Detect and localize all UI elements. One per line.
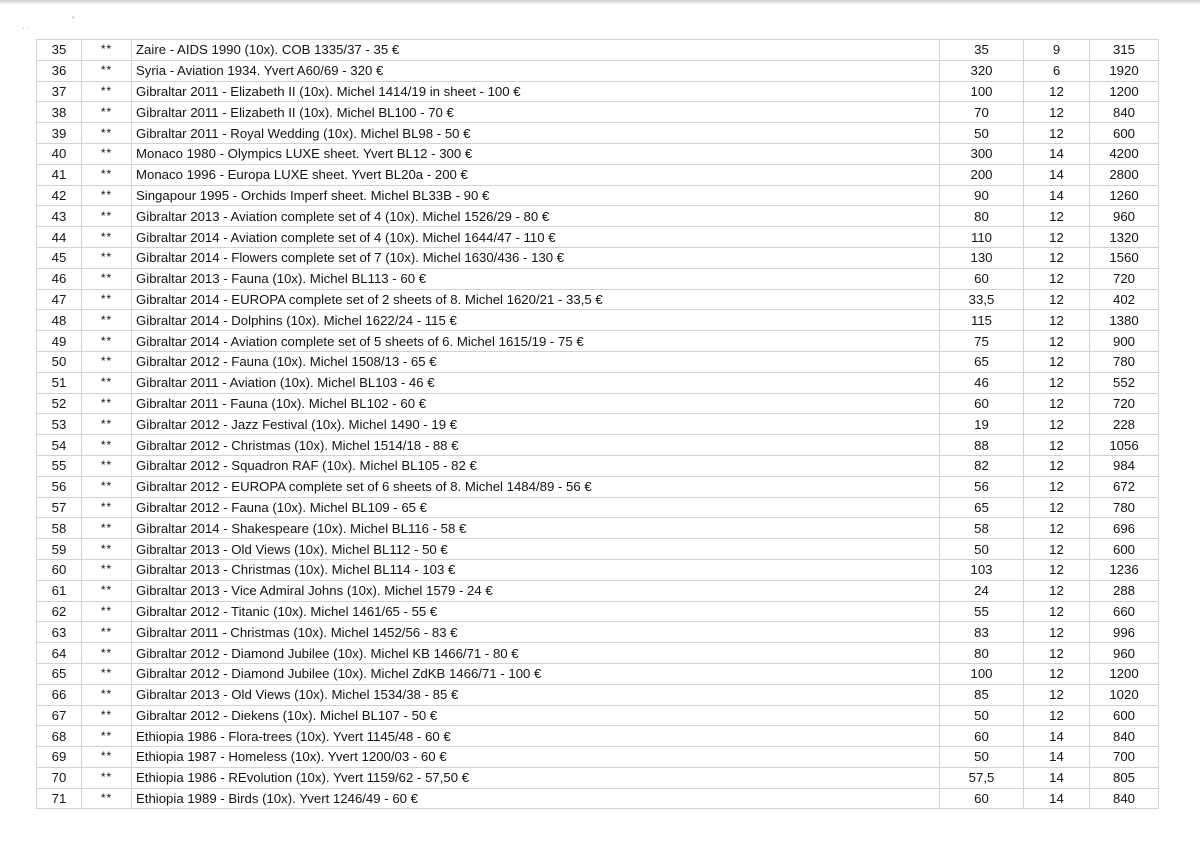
total-cell: 696 [1090,518,1159,539]
total-cell: 840 [1090,788,1159,809]
description-cell: Gibraltar 2012 - Jazz Festival (10x). Michel 1490 - 19 € [132,414,940,435]
description-cell: Gibraltar 2012 - Fauna (10x). Michel BL109 - 65 € [132,497,940,518]
lot-number-cell: 53 [37,414,82,435]
condition-cell: ** [82,185,132,206]
quantity-cell: 12 [1024,518,1090,539]
catalogue-value-cell: 50 [940,705,1024,726]
lot-number-cell: 47 [37,289,82,310]
table-row [37,310,1159,331]
description-cell: Gibraltar 2013 - Fauna (10x). Michel BL113 - 60 € [132,268,940,289]
catalogue-value-cell: 50 [940,539,1024,560]
table-row [37,705,1159,726]
quantity-cell: 12 [1024,247,1090,268]
total-cell: 960 [1090,643,1159,664]
description-cell: Gibraltar 2011 - Elizabeth II (10x). Michel BL100 - 70 € [132,102,940,123]
table-row [37,206,1159,227]
description-cell: Gibraltar 2013 - Old Views (10x). Michel 1534/38 - 85 € [132,684,940,705]
condition-cell: ** [82,393,132,414]
description-cell: Ethiopia 1987 - Homeless (10x). Yvert 1200/03 - 60 € [132,747,940,768]
catalogue-value-cell: 58 [940,518,1024,539]
lot-number-cell: 68 [37,726,82,747]
description-cell: Gibraltar 2014 - Shakespeare (10x). Michel BL116 - 58 € [132,518,940,539]
condition-cell: ** [82,580,132,601]
catalogue-value-cell: 110 [940,227,1024,248]
lot-number-cell: 39 [37,123,82,144]
table-row [37,580,1159,601]
lot-number-cell: 66 [37,684,82,705]
catalogue-value-cell: 83 [940,622,1024,643]
catalogue-value-cell: 33,5 [940,289,1024,310]
condition-cell: ** [82,206,132,227]
catalogue-value-cell: 46 [940,372,1024,393]
table-row [37,747,1159,768]
table-row [37,164,1159,185]
condition-cell: ** [82,601,132,622]
total-cell: 4200 [1090,143,1159,164]
condition-cell: ** [82,40,132,61]
total-cell: 600 [1090,539,1159,560]
table-row [37,643,1159,664]
quantity-cell: 12 [1024,643,1090,664]
catalogue-value-cell: 320 [940,60,1024,81]
catalogue-value-cell: 115 [940,310,1024,331]
lot-number-cell: 59 [37,539,82,560]
catalogue-value-cell: 50 [940,747,1024,768]
description-cell: Gibraltar 2012 - Titanic (10x). Michel 1461/65 - 55 € [132,601,940,622]
table-row [37,476,1159,497]
total-cell: 288 [1090,580,1159,601]
quantity-cell: 12 [1024,393,1090,414]
condition-cell: ** [82,684,132,705]
table-row [37,497,1159,518]
total-cell: 1320 [1090,227,1159,248]
total-cell: 720 [1090,268,1159,289]
condition-cell: ** [82,351,132,372]
quantity-cell: 12 [1024,622,1090,643]
catalogue-value-cell: 60 [940,788,1024,809]
lot-number-cell: 64 [37,643,82,664]
catalogue-value-cell: 103 [940,559,1024,580]
description-cell: Gibraltar 2014 - Aviation complete set of 5 sheets of 6. Michel 1615/19 - 75 € [132,331,940,352]
catalogue-value-cell: 300 [940,143,1024,164]
condition-cell: ** [82,767,132,788]
description-cell: Gibraltar 2013 - Vice Admiral Johns (10x). Michel 1579 - 24 € [132,580,940,601]
description-cell: Gibraltar 2012 - Christmas (10x). Michel 1514/18 - 88 € [132,435,940,456]
total-cell: 700 [1090,747,1159,768]
total-cell: 672 [1090,476,1159,497]
condition-cell: ** [82,663,132,684]
catalogue-value-cell: 60 [940,393,1024,414]
total-cell: 720 [1090,393,1159,414]
description-cell: Gibraltar 2012 - Diekens (10x). Michel BL107 - 50 € [132,705,940,726]
lot-number-cell: 38 [37,102,82,123]
total-cell: 1260 [1090,185,1159,206]
quantity-cell: 12 [1024,102,1090,123]
total-cell: 228 [1090,414,1159,435]
table-row [37,435,1159,456]
catalogue-value-cell: 90 [940,185,1024,206]
table-row [37,518,1159,539]
lot-number-cell: 44 [37,227,82,248]
condition-cell: ** [82,372,132,393]
condition-cell: ** [82,435,132,456]
table-row [37,414,1159,435]
description-cell: Gibraltar 2013 - Aviation complete set of 4 (10x). Michel 1526/29 - 80 € [132,206,940,227]
description-cell: Gibraltar 2012 - Diamond Jubilee (10x). Michel ZdKB 1466/71 - 100 € [132,663,940,684]
table-row [37,81,1159,102]
condition-cell: ** [82,643,132,664]
quantity-cell: 12 [1024,497,1090,518]
table-row [37,60,1159,81]
total-cell: 840 [1090,102,1159,123]
scan-speck-mark: ˚ [72,16,75,25]
condition-cell: ** [82,726,132,747]
table-row [37,143,1159,164]
catalogue-value-cell: 56 [940,476,1024,497]
total-cell: 315 [1090,40,1159,61]
quantity-cell: 12 [1024,268,1090,289]
catalogue-value-cell: 70 [940,102,1024,123]
catalogue-value-cell: 55 [940,601,1024,622]
table-row [37,247,1159,268]
description-cell: Gibraltar 2011 - Elizabeth II (10x). Michel 1414/19 in sheet - 100 € [132,81,940,102]
total-cell: 1200 [1090,81,1159,102]
total-cell: 1020 [1090,684,1159,705]
catalogue-value-cell: 130 [940,247,1024,268]
quantity-cell: 6 [1024,60,1090,81]
total-cell: 900 [1090,331,1159,352]
condition-cell: ** [82,622,132,643]
catalogue-value-cell: 57,5 [940,767,1024,788]
description-cell: Gibraltar 2011 - Aviation (10x). Michel BL103 - 46 € [132,372,940,393]
description-cell: Gibraltar 2014 - EUROPA complete set of 2 sheets of 8. Michel 1620/21 - 33,5 € [132,289,940,310]
catalogue-value-cell: 85 [940,684,1024,705]
total-cell: 780 [1090,351,1159,372]
condition-cell: ** [82,331,132,352]
catalogue-value-cell: 65 [940,497,1024,518]
lot-number-cell: 46 [37,268,82,289]
quantity-cell: 12 [1024,227,1090,248]
table-row [37,289,1159,310]
total-cell: 1920 [1090,60,1159,81]
condition-cell: ** [82,268,132,289]
stamp-lot-sheet [36,39,1158,809]
lot-number-cell: 49 [37,331,82,352]
quantity-cell: 14 [1024,164,1090,185]
condition-cell: ** [82,123,132,144]
condition-cell: ** [82,247,132,268]
description-cell: Gibraltar 2012 - EUROPA complete set of 6 sheets of 8. Michel 1484/89 - 56 € [132,476,940,497]
table-row [37,726,1159,747]
total-cell: 600 [1090,705,1159,726]
quantity-cell: 9 [1024,40,1090,61]
catalogue-value-cell: 100 [940,81,1024,102]
catalogue-value-cell: 88 [940,435,1024,456]
total-cell: 840 [1090,726,1159,747]
table-row [37,40,1159,61]
description-cell: Gibraltar 2011 - Fauna (10x). Michel BL102 - 60 € [132,393,940,414]
total-cell: 600 [1090,123,1159,144]
condition-cell: ** [82,143,132,164]
description-cell: Gibraltar 2012 - Fauna (10x). Michel 1508/13 - 65 € [132,351,940,372]
quantity-cell: 12 [1024,310,1090,331]
quantity-cell: 12 [1024,331,1090,352]
quantity-cell: 12 [1024,455,1090,476]
quantity-cell: 14 [1024,788,1090,809]
total-cell: 552 [1090,372,1159,393]
quantity-cell: 12 [1024,289,1090,310]
lot-number-cell: 50 [37,351,82,372]
total-cell: 660 [1090,601,1159,622]
lot-number-cell: 60 [37,559,82,580]
quantity-cell: 12 [1024,81,1090,102]
total-cell: 1200 [1090,663,1159,684]
total-cell: 2800 [1090,164,1159,185]
lot-number-cell: 36 [37,60,82,81]
total-cell: 402 [1090,289,1159,310]
lot-number-cell: 42 [37,185,82,206]
lot-number-cell: 35 [37,40,82,61]
condition-cell: ** [82,455,132,476]
lot-number-cell: 43 [37,206,82,227]
table-row [37,455,1159,476]
lot-number-cell: 51 [37,372,82,393]
table-row [37,684,1159,705]
condition-cell: ** [82,81,132,102]
lot-number-cell: 71 [37,788,82,809]
catalogue-value-cell: 82 [940,455,1024,476]
description-cell: Gibraltar 2011 - Royal Wedding (10x). Michel BL98 - 50 € [132,123,940,144]
quantity-cell: 14 [1024,143,1090,164]
condition-cell: ** [82,559,132,580]
stamp-lot-table [36,39,1159,809]
quantity-cell: 12 [1024,414,1090,435]
description-cell: Gibraltar 2014 - Flowers complete set of 7 (10x). Michel 1630/436 - 130 € [132,247,940,268]
description-cell: Gibraltar 2011 - Christmas (10x). Michel 1452/56 - 83 € [132,622,940,643]
lot-number-cell: 69 [37,747,82,768]
catalogue-value-cell: 50 [940,123,1024,144]
total-cell: 1236 [1090,559,1159,580]
condition-cell: ** [82,227,132,248]
description-cell: Ethiopia 1986 - Flora-trees (10x). Yvert 1145/48 - 60 € [132,726,940,747]
lot-number-cell: 54 [37,435,82,456]
lot-number-cell: 58 [37,518,82,539]
lot-number-cell: 57 [37,497,82,518]
catalogue-value-cell: 75 [940,331,1024,352]
scan-top-edge [0,0,1200,4]
table-row [37,559,1159,580]
quantity-cell: 14 [1024,747,1090,768]
table-row [37,393,1159,414]
lot-number-cell: 41 [37,164,82,185]
catalogue-value-cell: 35 [940,40,1024,61]
condition-cell: ** [82,102,132,123]
description-cell: Gibraltar 2012 - Diamond Jubilee (10x). Michel KB 1466/71 - 80 € [132,643,940,664]
description-cell: Ethiopia 1989 - Birds (10x). Yvert 1246/49 - 60 € [132,788,940,809]
description-cell: Monaco 1980 - Olympics LUXE sheet. Yvert BL12 - 300 € [132,143,940,164]
lot-number-cell: 61 [37,580,82,601]
lot-number-cell: 56 [37,476,82,497]
condition-cell: ** [82,164,132,185]
table-row [37,185,1159,206]
table-row [37,102,1159,123]
lot-number-cell: 48 [37,310,82,331]
quantity-cell: 12 [1024,601,1090,622]
catalogue-value-cell: 65 [940,351,1024,372]
quantity-cell: 12 [1024,663,1090,684]
quantity-cell: 12 [1024,123,1090,144]
lot-number-cell: 62 [37,601,82,622]
scan-speck-mark: · · [22,24,30,33]
quantity-cell: 14 [1024,185,1090,206]
condition-cell: ** [82,497,132,518]
condition-cell: ** [82,788,132,809]
total-cell: 780 [1090,497,1159,518]
lot-number-cell: 40 [37,143,82,164]
quantity-cell: 12 [1024,580,1090,601]
table-row [37,123,1159,144]
total-cell: 1560 [1090,247,1159,268]
total-cell: 1380 [1090,310,1159,331]
catalogue-value-cell: 60 [940,726,1024,747]
quantity-cell: 12 [1024,206,1090,227]
description-cell: Gibraltar 2014 - Dolphins (10x). Michel 1622/24 - 115 € [132,310,940,331]
total-cell: 984 [1090,455,1159,476]
condition-cell: ** [82,539,132,560]
quantity-cell: 12 [1024,539,1090,560]
table-row [37,622,1159,643]
description-cell: Singapour 1995 - Orchids Imperf sheet. Michel BL33B - 90 € [132,185,940,206]
lot-number-cell: 63 [37,622,82,643]
total-cell: 805 [1090,767,1159,788]
catalogue-value-cell: 80 [940,206,1024,227]
table-body [37,40,1159,809]
condition-cell: ** [82,289,132,310]
description-cell: Gibraltar 2013 - Old Views (10x). Michel BL112 - 50 € [132,539,940,560]
catalogue-value-cell: 19 [940,414,1024,435]
table-row [37,331,1159,352]
quantity-cell: 12 [1024,435,1090,456]
total-cell: 996 [1090,622,1159,643]
catalogue-value-cell: 60 [940,268,1024,289]
description-cell: Ethiopia 1986 - REvolution (10x). Yvert 1159/62 - 57,50 € [132,767,940,788]
quantity-cell: 12 [1024,559,1090,580]
table-row [37,227,1159,248]
description-cell: Gibraltar 2012 - Squadron RAF (10x). Michel BL105 - 82 € [132,455,940,476]
quantity-cell: 12 [1024,351,1090,372]
lot-number-cell: 45 [37,247,82,268]
condition-cell: ** [82,747,132,768]
description-cell: Zaire - AIDS 1990 (10x). COB 1335/37 - 35 € [132,40,940,61]
catalogue-value-cell: 24 [940,580,1024,601]
description-cell: Monaco 1996 - Europa LUXE sheet. Yvert BL20a - 200 € [132,164,940,185]
quantity-cell: 12 [1024,684,1090,705]
total-cell: 1056 [1090,435,1159,456]
table-row [37,788,1159,809]
description-cell: Syria - Aviation 1934. Yvert A60/69 - 320 € [132,60,940,81]
condition-cell: ** [82,705,132,726]
lot-number-cell: 65 [37,663,82,684]
quantity-cell: 14 [1024,767,1090,788]
catalogue-value-cell: 200 [940,164,1024,185]
quantity-cell: 12 [1024,705,1090,726]
description-cell: Gibraltar 2013 - Christmas (10x). Michel BL114 - 103 € [132,559,940,580]
catalogue-value-cell: 80 [940,643,1024,664]
quantity-cell: 12 [1024,372,1090,393]
table-row [37,351,1159,372]
lot-number-cell: 52 [37,393,82,414]
table-row [37,268,1159,289]
table-row [37,663,1159,684]
condition-cell: ** [82,310,132,331]
condition-cell: ** [82,476,132,497]
table-row [37,601,1159,622]
lot-number-cell: 67 [37,705,82,726]
quantity-cell: 14 [1024,726,1090,747]
lot-number-cell: 70 [37,767,82,788]
table-row [37,372,1159,393]
table-row [37,539,1159,560]
table-row [37,767,1159,788]
condition-cell: ** [82,60,132,81]
lot-number-cell: 55 [37,455,82,476]
description-cell: Gibraltar 2014 - Aviation complete set of 4 (10x). Michel 1644/47 - 110 € [132,227,940,248]
quantity-cell: 12 [1024,476,1090,497]
total-cell: 960 [1090,206,1159,227]
condition-cell: ** [82,414,132,435]
condition-cell: ** [82,518,132,539]
lot-number-cell: 37 [37,81,82,102]
catalogue-value-cell: 100 [940,663,1024,684]
